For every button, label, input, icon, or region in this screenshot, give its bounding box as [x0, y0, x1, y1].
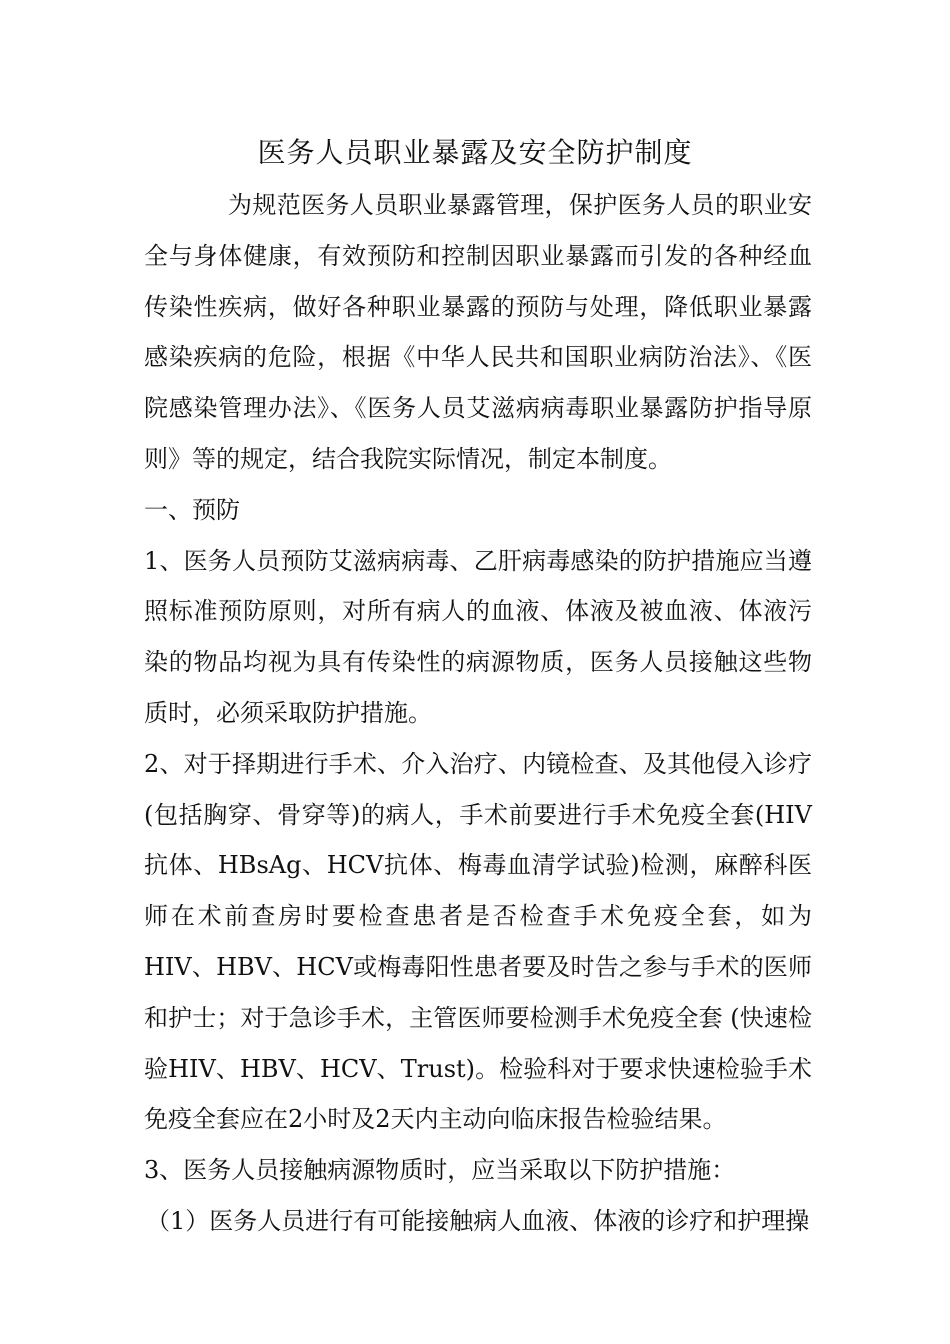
list-item-1: 1、医务人员预防艾滋病病毒、乙肝病毒感染的防护措施应当遵照标准预防原则，对所有病人的血液、体液及被血液、体液污染的物品均视为具有传染性的病源物质，医务人员接触这些物质时，必须采取防护措施。	[144, 546, 812, 727]
list-subitem-3-1: （1）医务人员进行有可能接触病人血液、体液的诊疗和护理操	[146, 1206, 810, 1235]
list-item-2: 2、对于择期进行手术、介入治疗、内镜检查、及其他侵入诊疗(包括胸穿、骨穿等)的病人，手术前要进行手术免疫全套(HIV抗体、HBsAg、HCV抗体、梅毒血清学试验)检测，麻醉科医师在术前查房时要检查患者是否检查手术免疫全套，如为HIV、HBV、HCV或梅毒阳性患者要及时告之参与手术的医师和护士；对于急诊手术，主管医师要检测手术免疫全套 (快速检验HIV、HBV、HCV、Trust)。检验科对于要求快速检验手术免疫全套应在2小时及2天内主动向临床报告检验结果。	[144, 749, 812, 1134]
section-heading-prevention: 一、预防	[144, 495, 240, 524]
document-body	[144, 180, 812, 1247]
intro-paragraph: 为规范医务人员职业暴露管理，保护医务人员的职业安全与身体健康，有效预防和控制因职业暴露而引发的各种经血传染性疾病，做好各种职业暴露的预防与处理，降低职业暴露感染疾病的危险，根据《中华人民共和国职业病防治法》、《医院感染管理办法》、《医务人员艾滋病病毒职业暴露防护指导原则》等的规定，结合我院实际情况，制定本制度。	[144, 191, 812, 473]
list-item-3: 3、医务人员接触病源物质时，应当采取以下防护措施：	[144, 1156, 736, 1185]
document-title: 医务人员职业暴露及安全防护制度	[257, 136, 693, 169]
